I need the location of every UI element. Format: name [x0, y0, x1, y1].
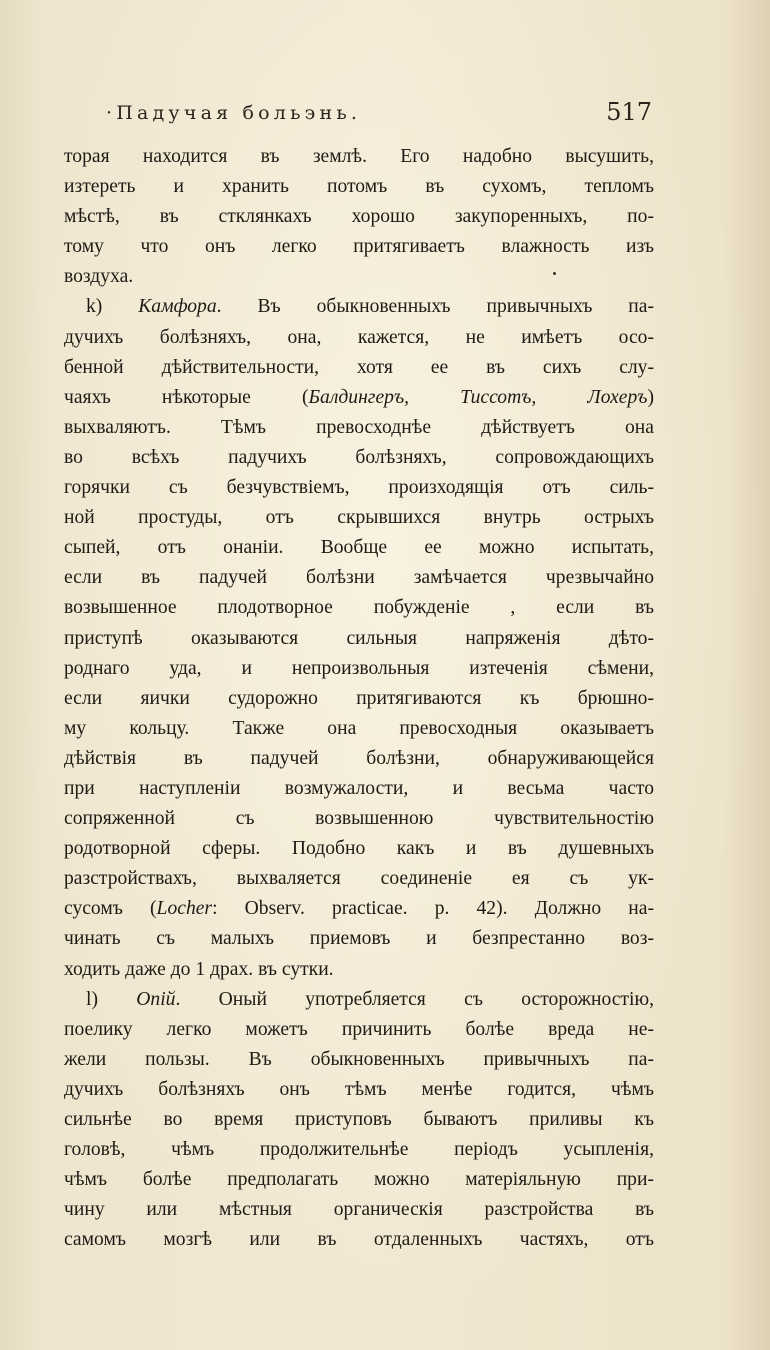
text-line: горячки съ безчувствіемъ, произходящія отъ силь- [64, 477, 654, 499]
page-header [66, 98, 652, 132]
text-line [64, 383, 654, 413]
text-line: сыпей, отъ онаніи. Вообще ее можно испытать, [64, 537, 654, 559]
text-line: изтереть и хранить потомъ въ сухомъ, тепломъ [64, 176, 654, 198]
text-segment: сусомъ ( [64, 898, 157, 920]
italic-name: Опій [136, 988, 176, 1010]
text-line: чину или мѣстныя органическія разстройства въ [64, 1199, 654, 1221]
text-line [64, 985, 654, 1015]
body-text [64, 142, 654, 1255]
text-line [64, 292, 654, 322]
text-line: чѣмъ болѣе предполагать можно матеріяльную при- [64, 1169, 654, 1191]
text-line: при наступленіи возмужалости, и весьма часто [64, 777, 654, 799]
text-line [64, 894, 654, 924]
text-line: разстройствахъ, выхваляется соединеніе ея съ ук- [64, 868, 654, 890]
text-line: сопряженной съ возвышенною чувствительностію [64, 808, 654, 830]
text-line: поелику легко можетъ причинить болѣе вреда не- [64, 1018, 654, 1040]
text-line: если яички судорожно притягиваются къ брюшно- [64, 687, 654, 709]
text-line: торая находится въ землѣ. Его надобно высушить, [64, 146, 654, 167]
text-line: мѣстѣ, въ стклянкахъ хорошо закупоренныхъ, по- [64, 206, 654, 228]
italic-name: Locher [156, 898, 213, 920]
running-head: ·Падучая больэнь. [106, 102, 362, 124]
text-segment: : Observ. practicae. p. 42). Должно на- [212, 898, 654, 920]
italic-name: Камфора [138, 296, 217, 318]
text-line: самомъ мозгѣ или въ отдаленныхъ частяхъ, отъ [64, 1229, 654, 1251]
page-number: 517 [606, 98, 652, 126]
text-line: ходить даже до 1 драх. въ сутки. [64, 958, 334, 980]
text-line: жели пользы. Въ обыкновенныхъ привычныхъ па- [64, 1048, 654, 1070]
text-line: возвышенное плодотворное побужденіе , если въ [64, 597, 654, 619]
text-line: во всѣхъ падучихъ болѣзняхъ, сопровождающихъ [64, 446, 654, 468]
text-line: тому что онъ легко притягиваетъ влажность изъ [64, 236, 654, 258]
text-line: родотворной сферы. Подобно какъ и въ душевныхъ [64, 838, 654, 860]
text-line: сильнѣе во время приступовъ бываютъ приливы къ [64, 1109, 654, 1130]
text-segment: . Въ обыкновенныхъ привычныхъ па- [216, 296, 654, 318]
text-segment: . Оный употребляется съ осторожностію, [175, 988, 654, 1010]
text-segment: l) [86, 988, 137, 1010]
text-line: роднаго уда, и непроизвольныя изтеченія сѣмени, [64, 657, 654, 679]
text-line: дѣйствія въ падучей болѣзни, обнаруживающейся [64, 747, 654, 769]
italic-name: Балдингеръ, Тиссотъ, Лохеръ [308, 386, 648, 408]
text-line: ной простуды, отъ скрывшихся внутрь острыхъ [64, 507, 654, 529]
text-line: приступѣ оказываются сильныя напряженія дѣто- [64, 627, 654, 649]
text-line: выхваляютъ. Тѣмъ превосходнѣе дѣйствуетъ она [64, 416, 654, 438]
text-segment: k) [86, 296, 139, 318]
text-segment: чаяхъ нѣкоторые ( [64, 386, 309, 408]
text-line: если въ падучей болѣзни замѣчается чрезвычайно [64, 567, 654, 589]
text-segment: ) [647, 386, 654, 408]
text-line: му кольцу. Также она превосходныя оказываетъ [64, 717, 654, 739]
text-line: бенной дѣйствительности, хотя ее въ сихъ слу- [64, 356, 654, 378]
text-line: воздуха. [64, 266, 134, 288]
ink-spot [553, 272, 556, 275]
text-line: дучихъ болѣзняхъ онъ тѣмъ менѣе годится, чѣмъ [64, 1078, 654, 1100]
text-line: чинать съ малыхъ приемовъ и безпрестанно воз- [64, 928, 654, 950]
text-line: дучихъ болѣзняхъ, она, кажется, не имѣетъ осо- [64, 326, 654, 348]
text-line: головѣ, чѣмъ продолжительнѣе періодъ усыпленія, [64, 1139, 654, 1161]
